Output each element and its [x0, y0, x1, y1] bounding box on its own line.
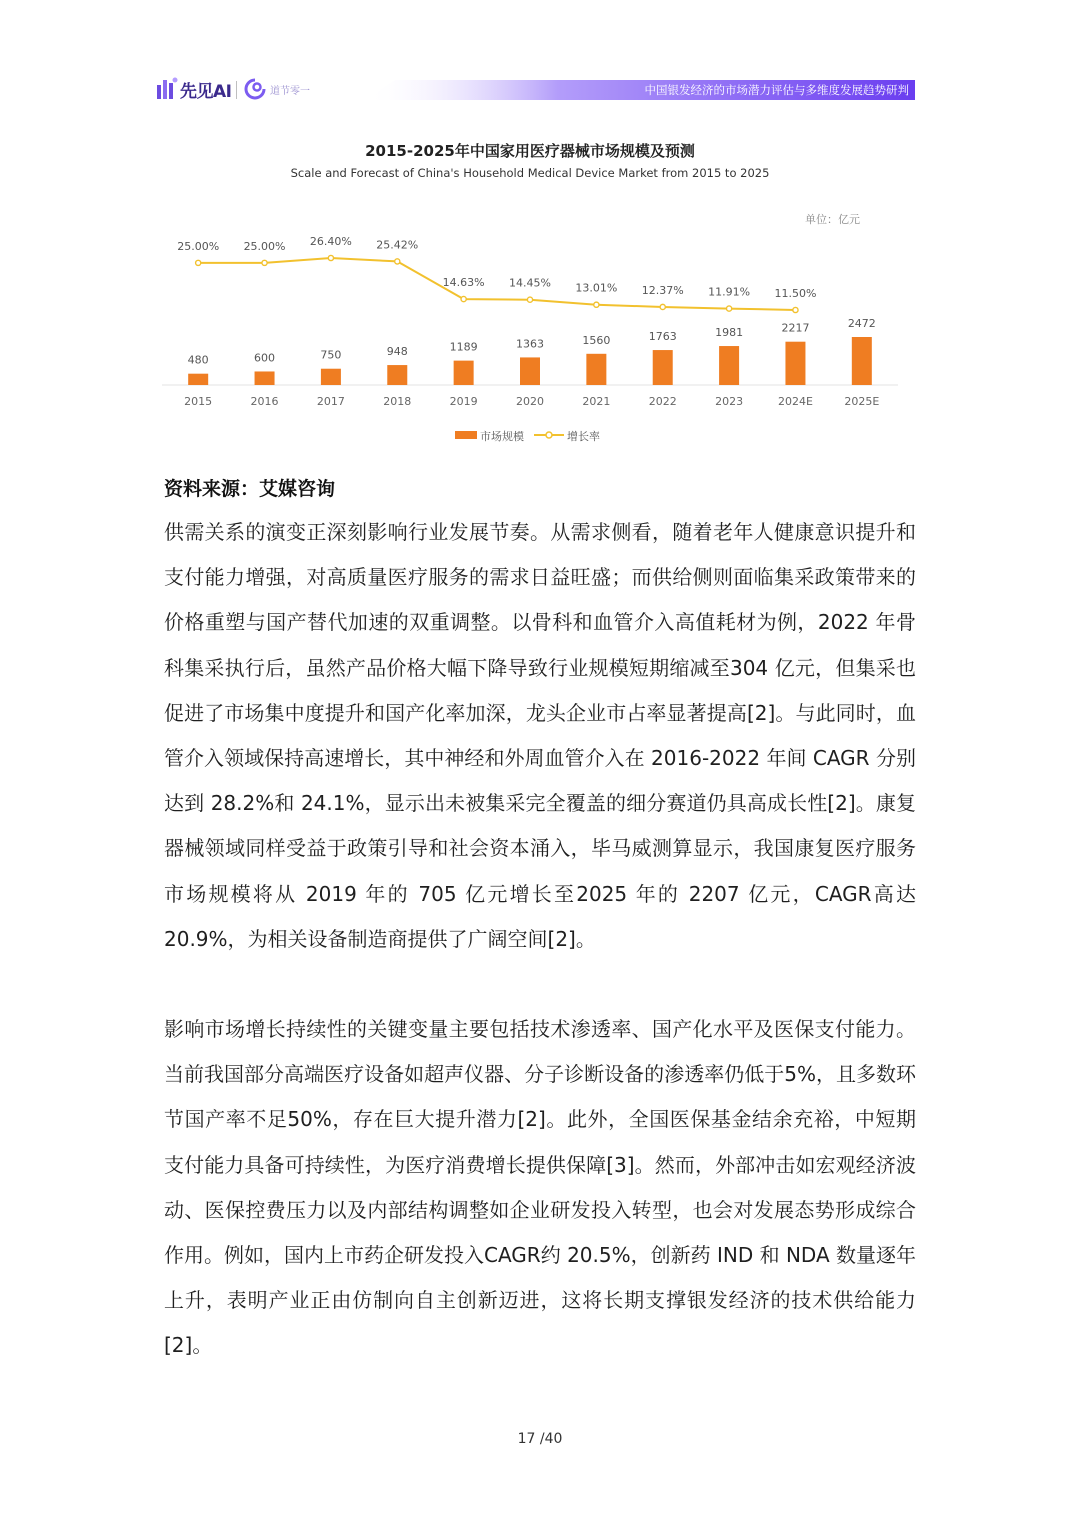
legend-line-swatch: [533, 428, 565, 442]
growth-rate-label: 12.37%: [641, 283, 684, 297]
growth-rate-point-2023: [726, 306, 731, 311]
growth-rate-point-2020: [527, 297, 532, 302]
x-tick-label: 2017: [316, 395, 345, 408]
chart-subtitle: Scale and Forecast of China's Household Medical Device Market from 2015 to 2025: [290, 166, 770, 180]
legend-line-label: 增长率: [567, 430, 600, 443]
bar-value-label: 750: [320, 348, 342, 362]
page-number: 17 /40: [517, 1431, 563, 1447]
growth-rate-point-2018: [395, 259, 400, 264]
x-tick-label: 2021: [582, 395, 611, 408]
partner-logo-icon: [244, 78, 266, 100]
growth-rate-point-2024E: [793, 307, 798, 312]
bar-2024E: [785, 342, 805, 385]
bar-2018: [387, 365, 407, 385]
bar-value-label: 1560: [582, 333, 611, 347]
paragraph: 影响市场增长持续性的关键变量主要包括技术渗透率、国产化水平及医保支付能力。当前我国部分高端医疗设备如超声仪器、分子诊断设备的渗透率仍低于5%，且多数环节国产率不足50%，存在巨大提升潜力[2]。此外，全国医保基金结余充裕，中短期支付能力具备可持续性，为医疗消费增长提供保障[3]。然而，外部冲击如宏观经济波动、医保控费压力以及内部结构调整如企业研发投入转型，也会对发展态势形成综合作用。例如，国内上市药企研发投入CAGR约 20.5%，创新药 IND 和 NDA 数量逐年上升，表明产业正由仿制向自主创新迈进，这将长期支撑银发经济的技术供给能力[2]。: [164, 1017, 916, 1358]
growth-rate-line: [198, 258, 795, 310]
x-tick-label: 2025E: [844, 395, 880, 408]
x-tick-label: 2015: [184, 395, 213, 408]
header-divider: [236, 81, 237, 99]
legend-bar-swatch: [455, 431, 477, 439]
growth-rate-point-2021: [594, 302, 599, 307]
x-tick-label: 2020: [516, 395, 544, 408]
growth-rate-label: 26.40%: [309, 235, 352, 248]
x-tick-label: 2024E: [777, 395, 813, 408]
growth-rate-label: 14.63%: [442, 276, 485, 290]
bar-2015: [188, 374, 208, 385]
x-tick-label: 2019: [449, 395, 478, 408]
bar-2022: [653, 350, 673, 385]
brand-name: 先见AI: [180, 82, 232, 102]
bar-value-label: 600: [254, 351, 276, 365]
growth-rate-point-2017: [328, 255, 333, 260]
growth-rate-label: 13.01%: [575, 281, 618, 295]
market-chart: [150, 225, 910, 455]
report-header: [150, 72, 915, 108]
bar-2025E: [852, 337, 872, 385]
bar-2017: [321, 369, 341, 385]
paragraph: 供需关系的演变正深刻影响行业发展节奏。从需求侧看，随着老年人健康意识提升和支付能力增强，对高质量医疗服务的需求日益旺盛；而供给侧则面临集采政策带来的价格重塑与国产替代加速的双重调整。以骨科和血管介入高值耗材为例，2022 年骨科集采执行后，虽然产品价格大幅下降导致行业规模短期缩减至304 亿元，但集采也促进了市场集中度提升和国产化率加深，龙头企业市占率显著提高[2]。与此同时，血管介入领域保持高速增长，其中神经和外周血管介入在 2016-2022 年间 CAGR 分别达到 28.2%和 24.1%，显示出未被集采完全覆盖的细分赛道仍具高成长性[2]。康复器械领域同样受益于政策引导和社会资本涌入，毕马威测算显示，我国康复医疗服务市场规模将从 2019 年的 705 亿元增长至2025 年的 2207 亿元，CAGR高达 20.9%，为相关设备制造商提供了广阔空间[2]。: [164, 520, 916, 951]
bar-value-label: 1189: [449, 340, 478, 354]
growth-rate-label: 25.42%: [376, 238, 419, 252]
growth-rate-point-2022: [660, 304, 665, 309]
x-tick-label: 2023: [715, 395, 744, 408]
growth-rate-label: 11.50%: [774, 287, 817, 300]
report-title: 中国银发经济的市场潜力评估与多维度发展趋势研判: [644, 83, 909, 97]
bar-value-label: 1981: [715, 326, 744, 340]
growth-rate-point-2016: [262, 260, 267, 265]
growth-rate-point-2015: [196, 260, 201, 265]
growth-rate-label: 25.00%: [177, 239, 220, 253]
bar-2016: [255, 371, 275, 385]
x-tick-label: 2016: [250, 395, 279, 408]
growth-rate-point-2019: [461, 296, 466, 301]
chart-unit: 单位：亿元: [805, 213, 860, 226]
chart-title: 2015-2025年中国家用医疗器械市场规模及预测: [365, 142, 695, 160]
bar-2019: [454, 361, 474, 385]
bar-value-label: 1763: [648, 330, 677, 344]
growth-rate-label: 14.45%: [509, 276, 551, 290]
bar-value-label: 948: [386, 345, 408, 359]
partner-name: 道节零一: [270, 86, 310, 97]
bar-value-label: 480: [187, 353, 209, 367]
bar-2020: [520, 357, 540, 385]
bar-2021: [586, 354, 606, 385]
growth-rate-label: 25.00%: [243, 239, 286, 253]
legend-bar-label: 市场规模: [480, 430, 524, 443]
source-citation: 资料来源：艾媒咨询: [164, 478, 336, 500]
bar-2023: [719, 346, 739, 385]
bar-value-label: 2472: [847, 317, 876, 330]
bar-value-label: 2217: [781, 321, 810, 335]
bar-value-label: 1363: [516, 337, 544, 351]
x-tick-label: 2018: [383, 395, 412, 408]
x-tick-label: 2022: [648, 395, 677, 408]
growth-rate-label: 11.91%: [708, 285, 751, 299]
xianjian-logo-icon: [156, 76, 178, 102]
